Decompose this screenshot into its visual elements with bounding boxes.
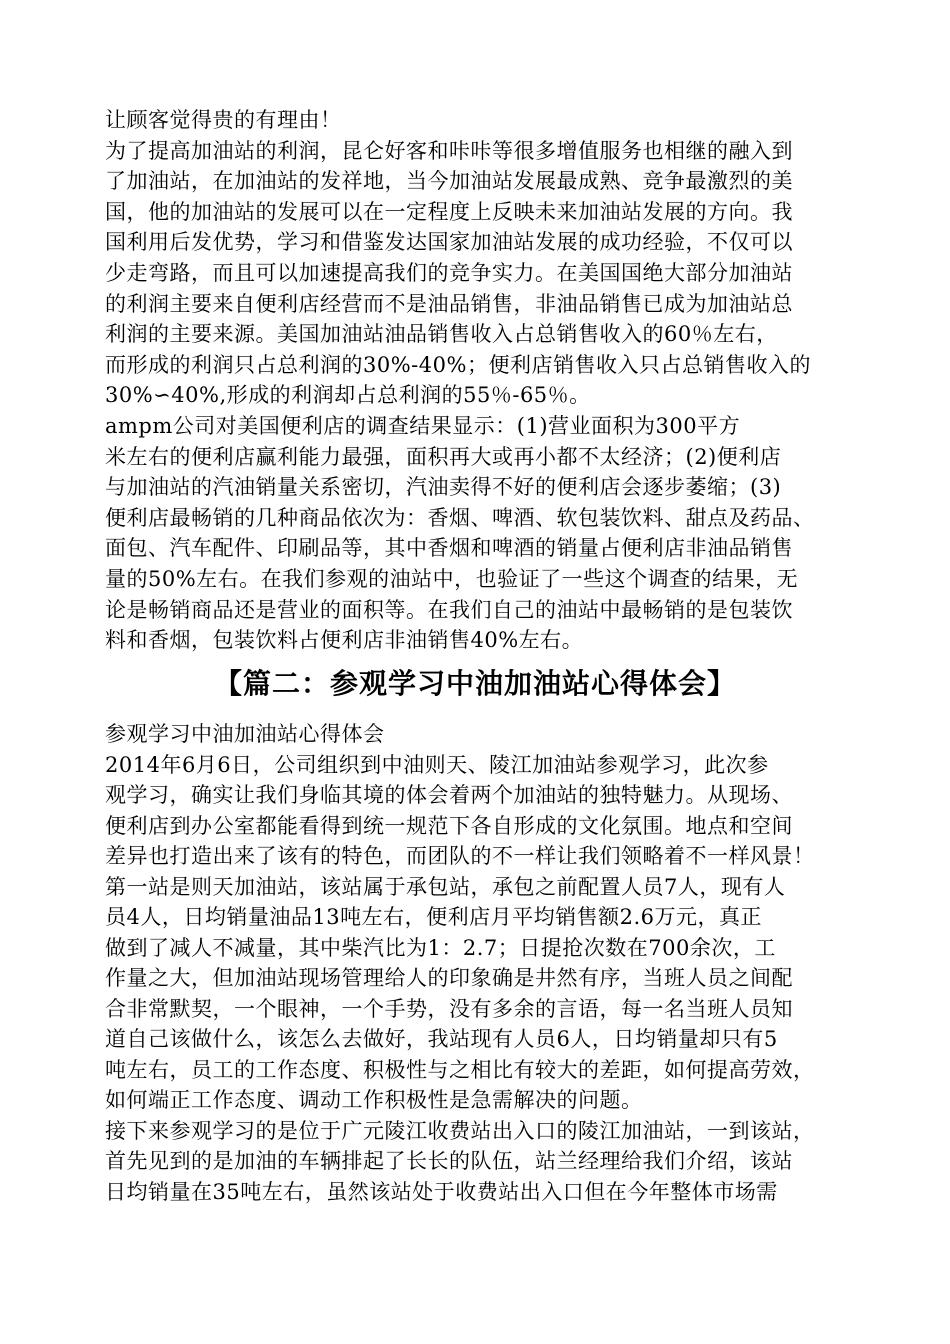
text-line: 差异也打造出来了该有的特色，而团队的不一样让我们领略着不一样风景！	[105, 844, 815, 868]
text-line: 做到了减人不减量，其中柴汽比为1：2.7；日提抢次数在700余次，工	[105, 935, 776, 960]
text-line: 量的50%左右。在我们参观的油站中，也验证了一些这个调查的结果，无	[105, 567, 799, 591]
text-line: 国，他的加油站的发展可以在一定程度上反映未来加油站发展的方向。我	[105, 199, 793, 224]
text-line: 便利店到办公室都能看得到统一规范下各自形成的文化氛围。地点和空间	[105, 813, 793, 838]
text-line: 接下来参观学习的是位于广元陵江收费站出入口的陵江加油站，一到该站，	[105, 1118, 815, 1143]
text-line: 的利润主要来自便利店经营而不是油品销售，非油品销售已成为加油站总	[105, 291, 793, 316]
text-line: 日均销量在35吨左右，虽然该站处于收费站出入口但在今年整体市场需	[105, 1179, 778, 1204]
text-line: 了加油站，在加油站的发祥地，当今加油站发展最成熟、竞争最激烈的美	[105, 169, 793, 194]
text-line: 吨左右，员工的工作态度、积极性与之相比有较大的差距，如何提高劳效，	[105, 1057, 815, 1082]
text-line: 少走弯路，而且可以加速提高我们的竞争实力。在美国国绝大部分加油站	[105, 261, 793, 285]
text-line: 2014年6月6日，公司组织到中油则天、陵江加油站参观学习，此次参	[105, 752, 769, 777]
text-line: 首先见到的是加油的车辆排起了长长的队伍，站兰经理给我们介绍，该站	[105, 1149, 793, 1173]
text-line: 参观学习中油加油站心得体会	[105, 722, 385, 746]
text-line: 米左右的便利店赢利能力最强，面积再大或再小都不太经济；(2)便利店	[105, 444, 782, 469]
text-line: 如何端正工作态度、调动工作积极性是急需解决的问题。	[105, 1088, 643, 1112]
text-line: 国利用后发优势，学习和借鉴发达国家加油站发展的成功经验，不仅可以	[105, 230, 793, 255]
text-line: ampm公司对美国便利店的调查结果显示：(1)营业面积为300平方	[105, 414, 741, 438]
text-line: 合非常默契，一个眼神，一个手势，没有多余的言语，每一名当班人员知	[105, 996, 793, 1021]
text-line: 利润的主要来源。美国加油站油品销售收入占总销售收入的60％左右，	[105, 322, 778, 347]
text-line: 面包、汽车配件、印刷品等，其中香烟和啤酒的销量占便利店非油品销售	[105, 536, 793, 561]
section-heading: 【篇二：参观学习中油加油站心得体会】	[213, 667, 736, 700]
text-line: 让顾客觉得贵的有理由！	[105, 108, 342, 132]
text-line: 观学习，确实让我们身临其境的体会着两个加油站的独特魅力。从现场、	[105, 783, 793, 807]
text-line: 论是畅销商品还是营业的面积等。在我们自己的油站中最畅销的是包装饮	[105, 597, 793, 622]
text-line: 道自己该做什么，该怎么去做好，我站现有人员6人，日均销量却只有5	[105, 1027, 778, 1051]
text-line: 便利店最畅销的几种商品依次为：香烟、啤酒、软包装饮料、甜点及药品、	[105, 505, 815, 530]
text-line: 员4人，日均销量油品13吨左右，便利店月平均销售额2.6万元，真正	[105, 905, 762, 929]
text-line: 料和香烟，包装饮料占便利店非油销售40%左右。	[105, 628, 584, 653]
text-line: 为了提高加油站的利润，昆仑好客和咔咔等很多增值服务也相继的融入到	[105, 138, 793, 163]
text-line: 第一站是则天加油站，该站属于承包站，承包之前配置人员7人，现有人	[105, 874, 786, 899]
text-line: 30%∽40%,形成的利润却占总利润的55％-65％。	[105, 383, 591, 408]
text-line: 与加油站的汽油销量关系密切，汽油卖得不好的便利店会逐步萎缩；(3)	[105, 475, 782, 500]
text-line: 作量之大，但加油站现场管理给人的印象确是井然有序，当班人员之间配	[105, 966, 793, 990]
text-line: 而形成的利润只占总利润的30%-40%；便利店销售收入只占总销售收入的	[105, 352, 811, 377]
